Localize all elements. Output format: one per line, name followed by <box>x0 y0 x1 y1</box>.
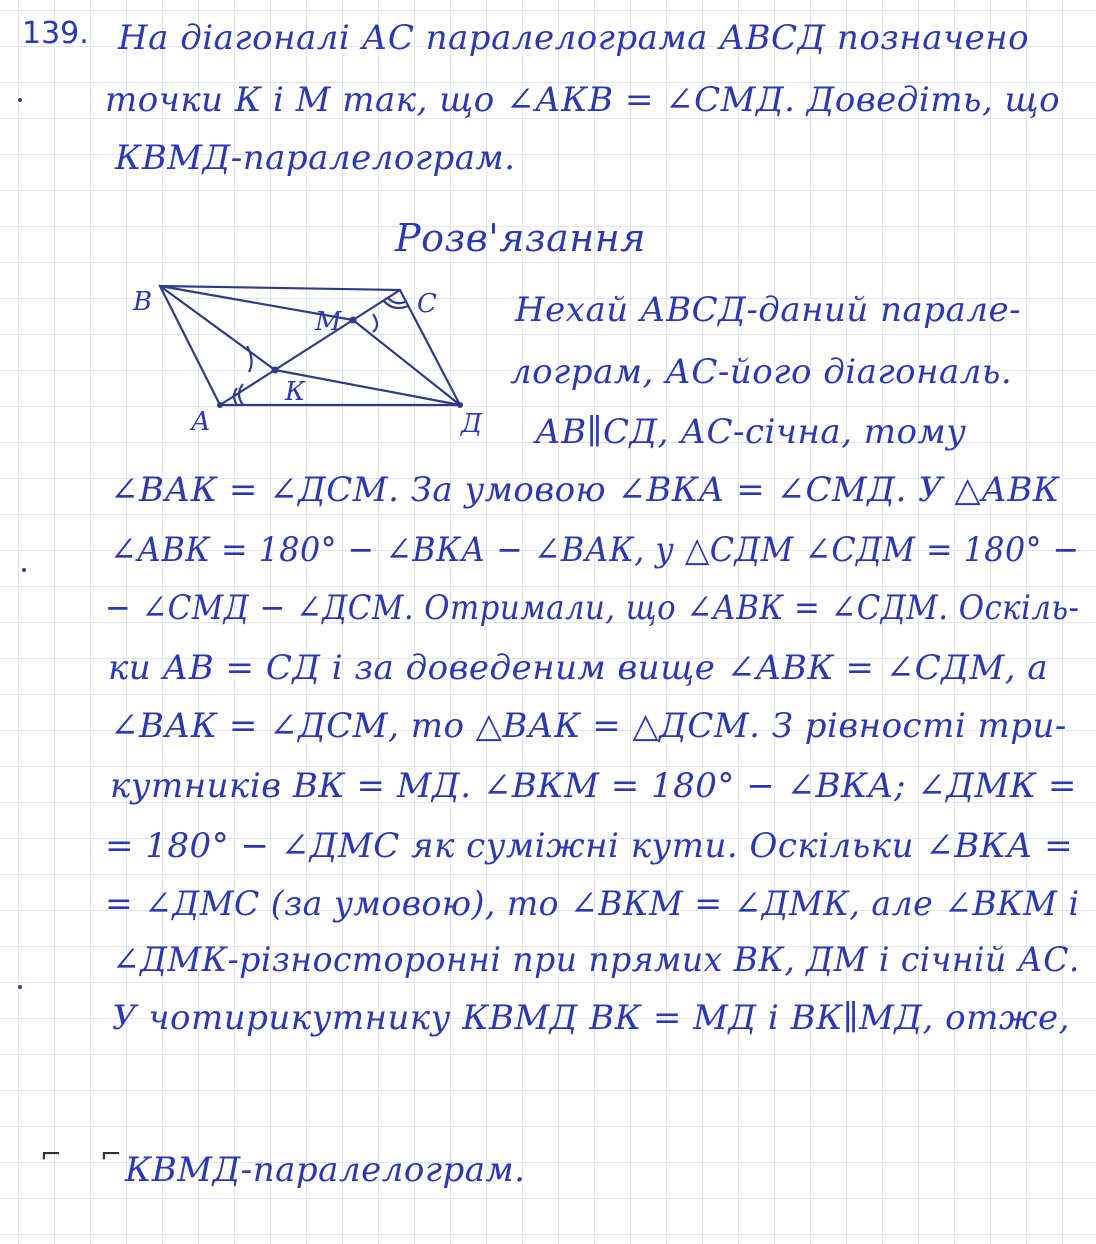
margin-dot <box>22 568 26 572</box>
corner-mark-left: ⌐ <box>40 1140 62 1170</box>
label-m: М <box>315 307 342 337</box>
angle-mark-a1 <box>234 388 237 405</box>
body-line-10: У чотирикутнику КВМД ВК = МД і ВК∥МД, отже, <box>112 998 1070 1038</box>
body-line-6: кутників ВК = МД. ∠ВКМ = 180° − ∠ВКА; ∠ДМК = <box>110 766 1077 806</box>
body-line-1: ∠ВАК = ∠ДСМ. За умовою ∠ВКА = ∠СМД. У △АВК <box>110 470 1060 510</box>
label-d: Д <box>461 409 483 439</box>
point-k <box>272 367 279 374</box>
solution-heading: Розв'язання <box>395 216 646 260</box>
intro-line-3: АВ∥СД, АС-січна, тому <box>535 412 967 452</box>
intro-line-1: Нехай АВСД-даний парале- <box>515 290 1022 330</box>
point-d <box>457 402 463 408</box>
problem-number: 139. <box>22 16 89 51</box>
body-line-7: = 180° − ∠ДМС як суміжні кути. Оскільки ∠ВКА = <box>105 826 1074 866</box>
body-line-5: ∠ВАК = ∠ДСМ, то △ВАК = △ДСМ. З рівності три- <box>110 706 1067 746</box>
parallelogram-abcd <box>160 286 460 405</box>
segment-bk <box>160 286 275 370</box>
segment-md <box>353 320 460 405</box>
body-line-9: ∠ДМК-різносторонні при прямих ВК, ДМ і січній АС. <box>112 940 1080 980</box>
label-b: В <box>133 287 153 317</box>
label-k: К <box>285 377 306 407</box>
body-line-2: ∠АВК = 180° − ∠ВКА − ∠ВАК, у △СДМ ∠СДМ = 180° − <box>110 530 1080 570</box>
label-a: А <box>191 407 211 437</box>
intro-line-2: лограм, АС-його діагональ. <box>510 352 1013 392</box>
body-line-8: = ∠ДМС (за умовою), то ∠ВКМ = ∠ДМК, але ∠ВКМ і <box>105 884 1080 924</box>
label-c: С <box>417 289 437 319</box>
body-line-3: − ∠СМД − ∠ДСМ. Отримали, що ∠АВК = ∠СДМ. Оскіль- <box>105 588 1080 628</box>
point-m <box>350 317 357 324</box>
parallelogram-figure <box>125 270 485 440</box>
angle-mark-c1 <box>387 297 405 303</box>
point-a <box>217 402 223 408</box>
problem-line-2: точки К і М так, що ∠АКВ = ∠СМД. Доведіть, що <box>105 80 1061 120</box>
angle-mark-a2 <box>239 384 243 405</box>
conclusion-line: КВМД-паралелограм. <box>125 1150 526 1190</box>
problem-line-3: КВМД-паралелограм. <box>115 138 516 178</box>
margin-dot <box>18 985 22 989</box>
problem-line-1: На діагоналі АС паралелограма АВСД позначено <box>118 18 1030 58</box>
margin-dot <box>18 98 22 102</box>
corner-mark-right: ⌐ <box>100 1140 122 1170</box>
angle-mark-m <box>373 314 377 332</box>
body-line-4: ки АВ = СД і за доведеним вище ∠АВК = ∠СДМ, а <box>108 648 1049 688</box>
